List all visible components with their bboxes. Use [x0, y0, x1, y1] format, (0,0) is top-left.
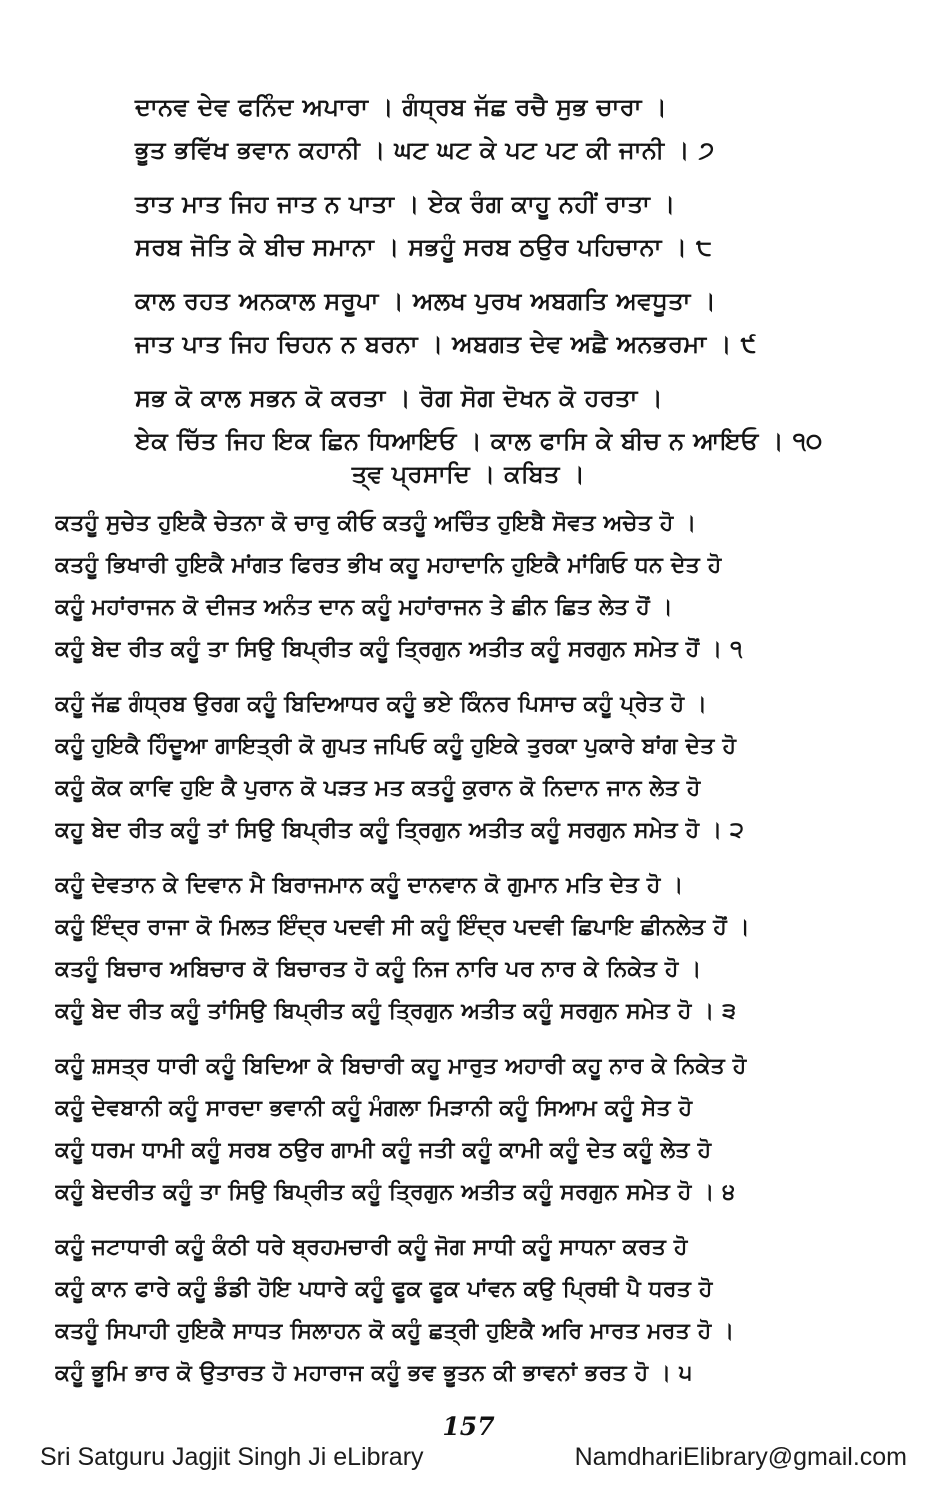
kabit-line: ਕਹੂੰ ਕੋਕ ਕਾਵਿ ਹੁਇ ਕੈ ਪੁਰਾਨ ਕੋ ਪੜਤ ਮਤ ਕਤਹੂੰ ਕੁਰਾਨ ਕੋ ਨਿਦਾਨ ਜਾਨ ਲੇਤ ਹੋ — [55, 776, 701, 801]
verse-line: ਜਾਤ ਪਾਤ ਜਿਹ ਚਿਹਨ ਨ ਬਰਨਾ । ਅਬਗਤ ਦੇਵ ਅਛੈ ਅਨਭਰਮਾ । ੯ — [135, 330, 757, 358]
kabit-line: ਕਹੂੰ ਹੁਇਕੈ ਹਿੰਦੂਆ ਗਾਇਤ੍ਰੀ ਕੋ ਗੁਪਤ ਜਪਿਓ ਕਹੂੰ ਹੁਇਕੇ ਤੁਰਕਾ ਪੁਕਾਰੇ ਬਾਂਗ ਦੇਤ ਹੋ — [55, 734, 737, 759]
email-credit: NamdhariElibrary@gmail.com — [574, 1443, 907, 1471]
kabit-stanza-1 — [55, 503, 897, 671]
kabit-line: ਕਤਹੂੰ ਸਿਪਾਹੀ ਹੁਇਕੈ ਸਾਧਤ ਸਿਲਾਹਨ ਕੋ ਕਹੂੰ ਛਤ੍ਰੀ ਹੁਇਕੈ ਅਰਿ ਮਾਰਤ ਮਰਤ ਹੋ । — [55, 1319, 735, 1344]
kabit-line: ਕਹੂੰ ਜੱਛ ਗੰਧ੍ਰਬ ਉਰਗ ਕਹੂੰ ਬਿਦਿਆਧਰ ਕਹੂੰ ਭਏ ਕਿੰਨਰ ਪਿਸਾਚ ਕਹੂੰ ਪ੍ਰੇਤ ਹੋ । — [55, 692, 708, 717]
kabit-line: ਕਹੂੰ ਕਾਨ ਫਾਰੇ ਕਹੂੰ ਡੰਡੀ ਹੋਇ ਪਧਾਰੇ ਕਹੂੰ ਫੂਕ ਫੂਕ ਪਾਂਵਨ ਕਉ ਪ੍ਰਿਥੀ ਪੈ ਧਰਤ ਹੋ — [55, 1277, 713, 1302]
kabit-line: ਕਹੂੰ ਸ਼ਸਤ੍ਰ ਧਾਰੀ ਕਹੂੰ ਬਿਦਿਆ ਕੇ ਬਿਚਾਰੀ ਕਹੂ ਮਾਰੁਤ ਅਹਾਰੀ ਕਹੂ ਨਾਰ ਕੇ ਨਿਕੇਤ ਹੋ — [55, 1054, 747, 1079]
kabit-stanza-2 — [55, 684, 897, 852]
chaupai-couplet-8 — [135, 183, 827, 269]
kabit-line: ਕਤਹੂੰ ਬਿਚਾਰ ਅਬਿਚਾਰ ਕੋ ਬਿਚਾਰਤ ਹੋ ਕਹੂੰ ਨਿਜ ਨਾਰਿ ਪਰ ਨਾਰ ਕੇ ਨਿਕੇਤ ਹੋ । — [55, 957, 702, 982]
kabit-line: ਕਹੂ ਬੇਦ ਰੀਤ ਕਹੂੰ ਤਾਂ ਸਿਉ ਬਿਪ੍ਰੀਤ ਕਹੂੰ ਤ੍ਰਿਗੁਨ ਅਤੀਤ ਕਹੂੰ ਸਰਗੁਨ ਸਮੇਤ ਹੋ । ੨ — [55, 818, 745, 843]
kabit-stanza-4 — [55, 1046, 897, 1214]
verse-line: ਸਭ ਕੋ ਕਾਲ ਸਭਨ ਕੋ ਕਰਤਾ । ਰੋਗ ਸੋਗ ਦੋਖਨ ਕੋ ਹਰਤਾ । — [135, 384, 664, 412]
verse-line: ਕਾਲ ਰਹਤ ਅਨਕਾਲ ਸਰੂਪਾ । ਅਲਖ ਪੁਰਖ ਅਬਗਤਿ ਅਵਧੂਤਾ । — [135, 287, 717, 315]
verse-line: ਸਰਬ ਜੋਤਿ ਕੇ ਬੀਚ ਸਮਾਨਾ । ਸਭਹੂੰ ਸਰਬ ਠਉਰ ਪਹਿਚਾਨਾ । ੮ — [135, 233, 713, 261]
kabit-line: ਕਹੂੰ ਦੇਵਬਾਨੀ ਕਹੂੰ ਸਾਰਦਾ ਭਵਾਨੀ ਕਹੂੰ ਮੰਗਲਾ ਮਿੜਾਨੀ ਕਹੂੰ ਸਿਆਮ ਕਹੂੰ ਸੇਤ ਹੋ — [55, 1096, 693, 1121]
kabit-line: ਕਹੂੰ ਬੇਦਰੀਤ ਕਹੂੰ ਤਾ ਸਿਉ ਬਿਪ੍ਰੀਤ ਕਹੂੰ ਤ੍ਰਿਗੁਨ ਅਤੀਤ ਕਹੂੰ ਸਰਗੁਨ ਸਮੇਤ ਹੋ । ੪ — [55, 1180, 736, 1205]
kabit-line: ਕਹੂੰ ਬੇਦ ਰੀਤ ਕਹੂੰ ਤਾ ਸਿਉ ਬਿਪ੍ਰੀਤ ਕਹੂੰ ਤ੍ਰਿਗੁਨ ਅਤੀਤ ਕਹੂੰ ਸਰਗੁਨ ਸਮੇਤ ਹੋਂ । ੧ — [55, 637, 743, 662]
footer — [40, 1443, 907, 1472]
chaupai-section — [135, 86, 827, 474]
verse-line: ਤਾਤ ਮਾਤ ਜਿਹ ਜਾਤ ਨ ਪਾਤਾ । ਏਕ ਰੰਗ ਕਾਹੂ ਨਹੀਂ ਰਾਤਾ । — [135, 190, 676, 218]
kabit-line: ਕਤਹੂੰ ਸੁਚੇਤ ਹੁਇਕੈ ਚੇਤਨਾ ਕੋ ਚਾਰੁ ਕੀਓ ਕਤਹੂੰ ਅਚਿੰਤ ਹੁਇਬੈ ਸੋਵਤ ਅਚੇਤ ਹੋ । — [55, 511, 697, 536]
kabit-line: ਕਹੂੰ ਦੇਵਤਾਨ ਕੇ ਦਿਵਾਨ ਮੈ ਬਿਰਾਜਮਾਨ ਕਹੂੰ ਦਾਨਵਾਨ ਕੋ ਗੁਮਾਨ ਮਤਿ ਦੇਤ ਹੋ । — [55, 873, 684, 898]
kabit-line: ਕਹੂੰ ਜਟਾਧਾਰੀ ਕਹੂੰ ਕੰਠੀ ਧਰੇ ਬ੍ਰਹਮਚਾਰੀ ਕਹੂੰ ਜੋਗ ਸਾਧੀ ਕਹੂੰ ਸਾਧਨਾ ਕਰਤ ਹੋ — [55, 1235, 688, 1260]
kabit-stanza-3 — [55, 865, 897, 1033]
kabit-line: ਕਤਹੂੰ ਭਿਖਾਰੀ ਹੁਇਕੈ ਮਾਂਗਤ ਫਿਰਤ ਭੀਖ ਕਹੂ ਮਹਾਦਾਨਿ ਹੁਇਕੈ ਮਾਂਗਿਓ ਧਨ ਦੇਤ ਹੋ — [55, 553, 722, 578]
kabit-line: ਕਹੂੰ ਭੂਮਿ ਭਾਰ ਕੋ ਉਤਾਰਤ ਹੋ ਮਹਾਰਾਜ ਕਹੂੰ ਭਵ ਭੂਤਨ ਕੀ ਭਾਵਨਾਂ ਭਰਤ ਹੋ । ੫ — [55, 1361, 693, 1386]
verse-line: ਭੂਤ ਭਵਿੱਖ ਭਵਾਨ ਕਹਾਨੀ । ਘਟ ਘਟ ਕੇ ਪਟ ਪਟ ਕੀ ਜਾਨੀ । ੭ — [135, 136, 715, 164]
kabit-line: ਕਹੂੰ ਇੰਦ੍ਰ ਰਾਜਾ ਕੋ ਮਿਲਤ ਇੰਦ੍ਰ ਪਦਵੀ ਸੀ ਕਹੂੰ ਇੰਦ੍ਰ ਪਦਵੀ ਛਿਪਾਇ ਛੀਨਲੇਤ ਹੋਂ । — [55, 915, 750, 940]
page-number: 157 — [442, 1412, 495, 1441]
section-heading: ਤ੍ਵ ਪ੍ਰਸਾਦਿ । ਕਬਿਤ । — [351, 460, 586, 488]
chaupai-couplet-7 — [135, 86, 827, 172]
chaupai-couplet-10 — [135, 377, 827, 463]
kabit-line: ਕਹੂੰ ਮਹਾਂਰਾਜਨ ਕੋ ਦੀਜਤ ਅਨੰਤ ਦਾਨ ਕਹੂੰ ਮਹਾਂਰਾਜਨ ਤੇ ਛੀਨ ਛਿਤ ਲੇਤ ਹੋਂ । — [55, 595, 673, 620]
kabit-line: ਕਹੂੰ ਧਰਮ ਧਾਮੀ ਕਹੂੰ ਸਰਬ ਠਉਰ ਗਾਮੀ ਕਹੂੰ ਜਤੀ ਕਹੂੰ ਕਾਮੀ ਕਹੂੰ ਦੇਤ ਕਹੂੰ ਲੇਤ ਹੋ — [55, 1138, 712, 1163]
kabit-line: ਕਹੂੰ ਬੇਦ ਰੀਤ ਕਹੂੰ ਤਾਂਸਿਉ ਬਿਪ੍ਰੀਤ ਕਹੂੰ ਤ੍ਰਿਗੁਨ ਅਤੀਤ ਕਹੂੰ ਸਰਗੁਨ ਸਮੇਤ ਹੋ । ੩ — [55, 999, 737, 1024]
chaupai-couplet-9 — [135, 280, 827, 366]
library-credit: Sri Satguru Jagjit Singh Ji eLibrary — [40, 1443, 424, 1471]
kabit-section — [55, 503, 897, 1408]
verse-line: ਦਾਨਵ ਦੇਵ ਫਨਿੰਦ ਅਪਾਰਾ । ਗੰਧ੍ਰਬ ਜੱਛ ਰਚੈ ਸੁਭ ਚਾਰਾ । — [135, 93, 668, 121]
kabit-stanza-5 — [55, 1227, 897, 1395]
verse-line: ਏਕ ਚਿੱਤ ਜਿਹ ਇਕ ਛਿਨ ਧਿਆਇਓ । ਕਾਲ ਫਾਸਿ ਕੇ ਬੀਚ ਨ ਆਇਓ । ੧੦ — [135, 427, 823, 455]
